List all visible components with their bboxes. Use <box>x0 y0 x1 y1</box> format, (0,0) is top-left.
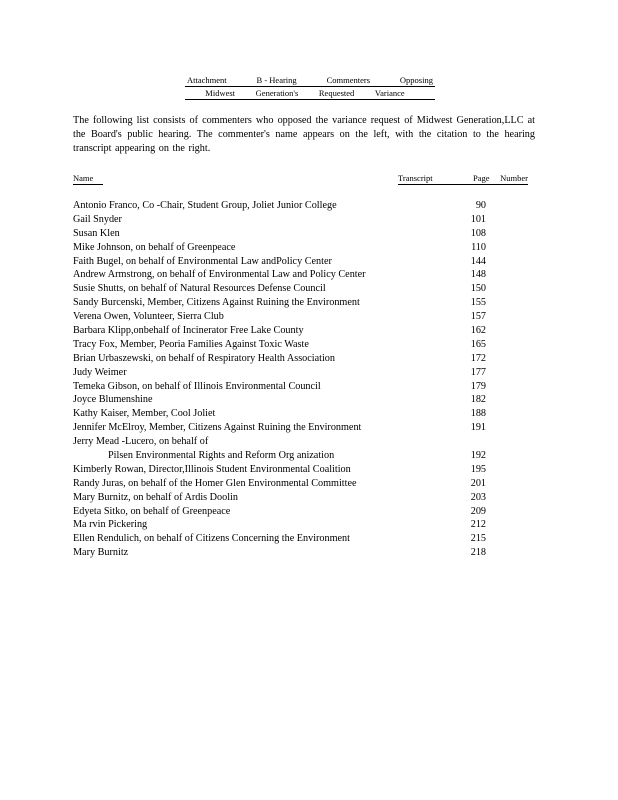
list-item <box>73 505 513 519</box>
transcript-page-number: 218 <box>470 547 486 559</box>
list-item <box>73 380 513 394</box>
commenter-name: Antonio Franco, Co -Chair, Student Group, Joliet Junior College <box>73 200 337 211</box>
list-item <box>73 338 513 352</box>
header-word: Requested <box>318 88 355 98</box>
header-word: Generation's <box>255 88 299 98</box>
commenter-name: Barbara Klipp,onbehalf of Incinerator Free Lake County <box>73 325 304 337</box>
commenter-name: Mike Johnson, on behalf of Greenpeace <box>73 241 236 253</box>
transcript-page-number: 150 <box>470 283 486 295</box>
column-header-number: Number <box>500 173 528 183</box>
commenter-name: Tracy Fox, Member, Peoria Families Against Toxic Waste <box>73 338 309 350</box>
list-item <box>73 199 513 213</box>
transcript-page-number: 148 <box>470 269 486 281</box>
list-item <box>73 324 513 338</box>
header-word: Commenters <box>326 75 371 85</box>
list-item <box>73 366 513 380</box>
list-item <box>73 421 513 435</box>
list-item <box>73 546 513 560</box>
header-line-1 <box>185 75 435 87</box>
commenter-name: Susie Shutts, on behalf of Natural Resources Defense Council <box>73 283 326 295</box>
commenter-name: Jerry Mead -Lucero, on behalf of <box>73 436 209 448</box>
list-item <box>73 463 513 477</box>
commenter-name: Sandy Burcenski, Member, Citizens Against Ruining the Environment <box>73 297 360 309</box>
column-header-page: Page <box>472 173 490 183</box>
column-header-transcript-page <box>398 173 528 185</box>
transcript-page-number: 203 <box>470 491 486 503</box>
list-item <box>73 532 513 546</box>
commenter-name: Verena Owen, Volunteer, Sierra Club <box>73 311 224 323</box>
list-item <box>73 352 513 366</box>
column-header-transcript: Transcript <box>398 173 433 183</box>
transcript-page-number: 212 <box>470 519 486 531</box>
document-header <box>185 75 435 100</box>
header-word: Opposing <box>399 75 433 85</box>
commenter-name: Mary Burnitz, on behalf of Ardis Doolin <box>73 491 238 503</box>
transcript-page-number: 192 <box>470 450 486 462</box>
list-item <box>73 310 513 324</box>
commenter-name: Randy Juras, on behalf of the Homer Glen Environmental Committee <box>73 477 357 489</box>
commenter-name: Kathy Kaiser, Member, Cool Joliet <box>73 408 216 420</box>
commenter-name: Faith Bugel, on behalf of Environmental Law andPolicy Center <box>73 255 332 267</box>
commenter-name: Ma rvin Pickering <box>73 519 148 531</box>
list-item <box>73 449 513 463</box>
header-word: Variance <box>374 88 405 98</box>
column-header-name: Name <box>73 173 103 185</box>
commenter-name: Andrew Armstrong, on behalf of Environmental Law and Policy Center <box>73 269 366 281</box>
list-item <box>73 268 513 282</box>
list-item <box>73 518 513 532</box>
list-item <box>73 407 513 421</box>
transcript-page-number: 110 <box>471 241 486 253</box>
list-item <box>73 477 513 491</box>
transcript-page-number: 209 <box>470 505 486 517</box>
transcript-page-number: 201 <box>470 477 486 489</box>
transcript-page-number: 157 <box>470 311 486 323</box>
header-line-2 <box>185 88 435 100</box>
list-item <box>73 241 513 255</box>
list-item <box>73 227 513 241</box>
transcript-page-number: 101 <box>470 213 486 225</box>
transcript-page-number: 179 <box>470 380 486 392</box>
list-item <box>73 296 513 310</box>
transcript-page-number: 182 <box>470 394 486 406</box>
transcript-page-number: 90 <box>475 200 486 211</box>
list-item <box>73 491 513 505</box>
list-item <box>73 213 513 227</box>
transcript-page-number: 172 <box>470 352 486 364</box>
commenter-name: Temeka Gibson, on behalf of Illinois Environmental Council <box>73 380 321 392</box>
commenter-name: Kimberly Rowan, Director,Illinois Student Environmental Coalition <box>73 463 351 475</box>
list-item <box>73 282 513 296</box>
commenter-name: Brian Urbaszewski, on behalf of Respiratory Health Association <box>73 352 335 364</box>
transcript-page-number: 191 <box>470 422 486 434</box>
commenter-name: Susan Klen <box>73 227 120 239</box>
column-header-page-number <box>473 173 528 184</box>
list-item <box>73 255 513 269</box>
header-word: Attachment <box>187 75 227 85</box>
transcript-page-number: 215 <box>470 533 486 545</box>
commenter-name: Edyeta Sitko, on behalf of Greenpeace <box>73 505 231 517</box>
transcript-page-number: 144 <box>470 255 486 267</box>
transcript-page-number: 177 <box>470 366 486 378</box>
header-word: B - Hearing <box>256 75 297 85</box>
commenter-name: Ellen Rendulich, on behalf of Citizens Concerning the Environment <box>73 533 350 545</box>
transcript-page-number: 195 <box>470 463 486 475</box>
commenter-name: Joyce Blumenshine <box>73 394 153 406</box>
commenter-name: Mary Burnitz <box>73 547 129 559</box>
list-item <box>73 435 513 449</box>
intro-paragraph: The following list consists of commenters who opposed the variance request of Midwest Generation,LLC at the Board's public hearing. The commenter's name appears on the left, with the citation to the hearing transcript appearing on the right. <box>73 115 535 154</box>
commenter-name: Jennifer McElroy, Member, Citizens Against Ruining the Environment <box>73 422 362 434</box>
transcript-page-number: 165 <box>470 338 486 350</box>
transcript-page-number: 155 <box>470 297 486 309</box>
commenter-name: Pilsen Environmental Rights and Reform Org anization <box>108 450 335 462</box>
transcript-page-number: 162 <box>470 325 486 337</box>
transcript-page-number: 108 <box>470 227 486 239</box>
commenter-name: Judy Weimer <box>73 366 127 378</box>
commenter-list <box>73 199 513 560</box>
header-word: Midwest <box>205 88 236 98</box>
commenter-name: Gail Snyder <box>73 213 122 225</box>
list-item <box>73 393 513 407</box>
transcript-page-number: 188 <box>470 408 486 420</box>
